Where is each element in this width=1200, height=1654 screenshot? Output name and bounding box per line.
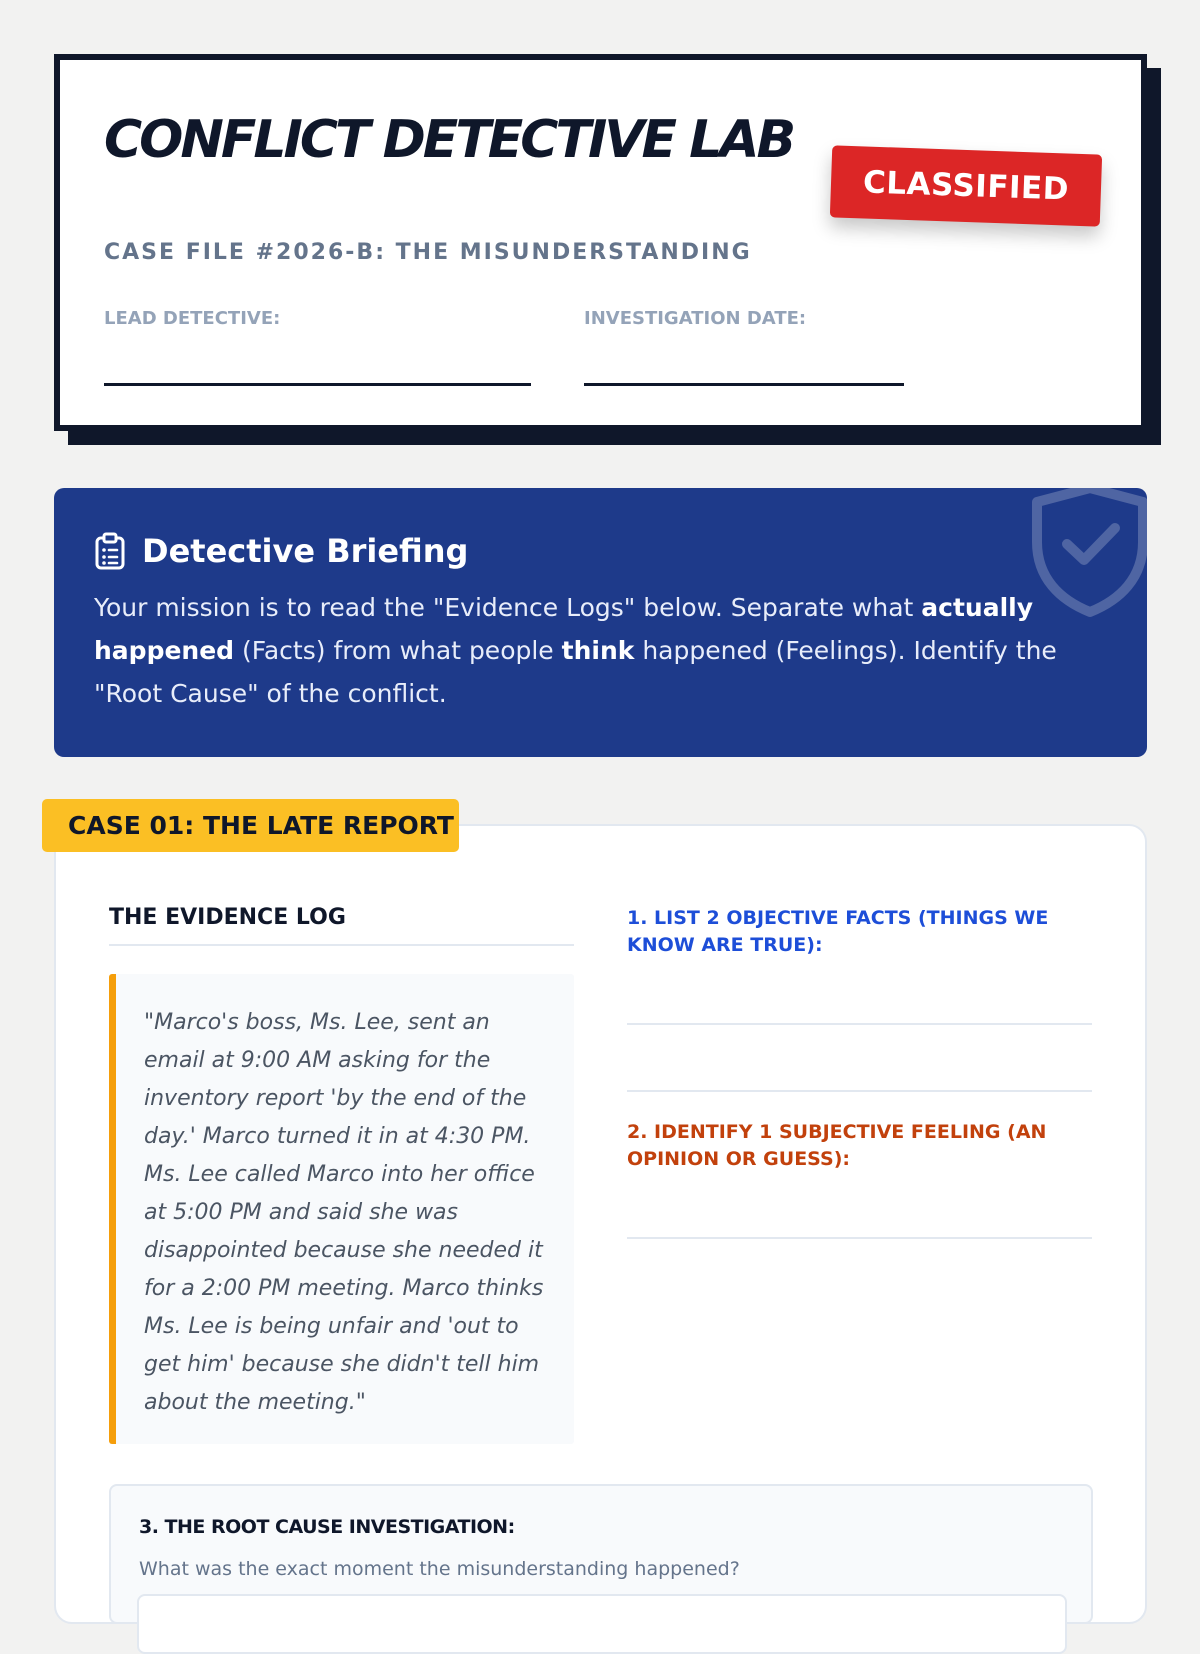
briefing-emphasis-actually-happened: actually happened <box>94 593 1034 665</box>
clipboard-icon <box>94 532 126 570</box>
page-title: CONFLICT DETECTIVE LAB <box>104 110 794 170</box>
question-objective-facts: 1. LIST 2 OBJECTIVE FACTS (THINGS WE KNOW ARE TRUE): <box>627 907 1049 956</box>
briefing-emphasis-think: think <box>561 636 635 665</box>
investigation-date-label: INVESTIGATION DATE: <box>584 308 807 329</box>
briefing-text <box>94 586 1104 715</box>
root-cause-section <box>109 1484 1093 1624</box>
root-cause-title: 3. THE ROOT CAUSE INVESTIGATION: <box>139 1516 515 1538</box>
lead-detective-field[interactable] <box>104 383 531 386</box>
evidence-log-quote: "Marco's boss, Ms. Lee, sent an email at 9:00 AM asking for the inventory report 'by the end of the day.' Marco turned it in at 4:30 PM. Ms. Lee called Marco into her office at 5:00 PM and said she was disappointed because she needed it for a 2:00 PM meeting. Marco thinks Ms. Lee is being unfair and 'out to get him' because she didn't tell him about the meeting." <box>109 974 574 1444</box>
investigation-date-field[interactable] <box>584 383 904 386</box>
feeling-answer-line[interactable] <box>627 1237 1092 1239</box>
root-cause-answer-field[interactable] <box>137 1594 1067 1654</box>
briefing-title: Detective Briefing <box>142 532 469 570</box>
case-file-header <box>54 54 1147 431</box>
root-cause-prompt: What was the exact moment the misunderstanding happened? <box>139 1558 740 1580</box>
case-tab-label: CASE 01: THE LATE REPORT <box>42 799 459 852</box>
question-subjective-feeling: 2. IDENTIFY 1 SUBJECTIVE FEELING (AN OPINION OR GUESS): <box>627 1121 1047 1170</box>
briefing-header <box>94 532 468 570</box>
briefing-text-part: Your mission is to read the "Evidence Logs" below. Separate what <box>94 593 922 622</box>
briefing-text-part: (Facts) from what people <box>234 636 562 665</box>
fact-answer-line-1[interactable] <box>627 1023 1092 1025</box>
classified-stamp: CLASSIFIED <box>830 145 1102 226</box>
detective-briefing <box>54 488 1147 757</box>
lead-detective-label: LEAD DETECTIVE: <box>104 308 281 329</box>
evidence-log-heading: THE EVIDENCE LOG <box>109 905 574 946</box>
briefing-text-part: happened (Feelings). Identify the "Root Cause" of the conflict. <box>94 636 1057 708</box>
case-file-subtitle: CASE FILE #2026-B: THE MISUNDERSTANDING <box>104 240 752 265</box>
fact-answer-line-2[interactable] <box>627 1090 1092 1092</box>
